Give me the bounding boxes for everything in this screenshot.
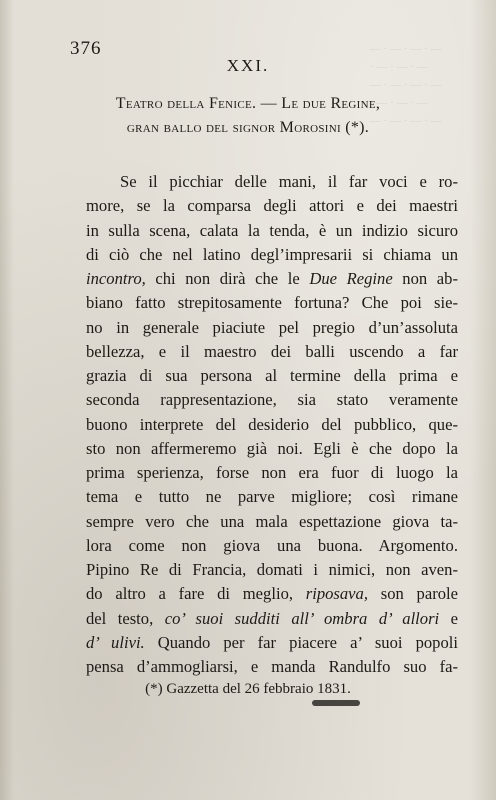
body-line: Se il picchiar delle mani, il far voci e ro- (120, 172, 458, 191)
body-line: lora come non giova una buona. Argomento. (86, 535, 458, 555)
body-line: no in generale piaciute pel pregio d’un’assoluta (86, 317, 458, 337)
body-line: sto non affermeremo già noi. Egli è che dopo la (86, 438, 458, 458)
body-line: tema e tutto ne parve migliore; così rimane (86, 487, 458, 507)
section-heading (0, 92, 496, 140)
italic-title-due-regine: Due Regine (309, 269, 393, 288)
body-line-with-italics: del testo, co’ suoi sudditi all’ ombra d’ allori e (86, 608, 459, 628)
body-line: sempre vero che una mala espettazione giova ta- (86, 511, 458, 531)
body-line-with-italics: do altro a fare di meglio, riposava, son parole (86, 584, 458, 604)
body-line: seconda rappresentazione, sia stato veramente (86, 390, 458, 410)
body-line: grazia di sua persona al termine della prima e (86, 366, 458, 385)
body-line-with-italics: d’ ulivi. Quando per far piacere a’ suoi popoli (86, 632, 458, 652)
body-line: bellezza, e il maestro dei balli uscendo a far (86, 341, 458, 361)
chapter-number: XXI. (226, 56, 270, 75)
body-line: biano fatto strepitosamente fortuna? Che poi sie- (86, 293, 458, 313)
body-line: prima sperienza, forse non era fuor di luogo la (86, 463, 458, 482)
body-line: Pipino Re di Francia, domati i nimici, non aven- (86, 560, 458, 579)
body-line: di ciò che nel latino degl’impresarii si chiama un (86, 244, 458, 264)
body-text (86, 170, 458, 679)
italic-word-incontro: incontro, (86, 269, 146, 288)
body-line: buono interprete del desiderio del pubblico, que- (86, 414, 458, 434)
italic-quote: co’ suoi sudditi all’ ombra d’ allori (164, 608, 440, 628)
body-line: in sulla scena, calata la tenda, è un indizio sicuro (86, 220, 458, 240)
ink-smudge (312, 700, 360, 706)
footnote: (*) Gazzetta del 26 febbraio 1831. (145, 681, 351, 697)
page-number: 376 (70, 38, 102, 59)
body-line-with-italics: incontro, chi non dirà che le Due Regine non ab- (86, 269, 458, 288)
italic-quote-end: d’ ulivi. (86, 632, 145, 652)
heading-line-1: Teatro della Fenice. — Le due Regine, (115, 95, 381, 112)
heading-line-2: gran ballo del signor Morosini (*). (126, 119, 370, 136)
body-line: pensa d’ammogliarsi, e manda Randulfo suo fa- (86, 657, 458, 676)
italic-word-riposava: riposava, (305, 584, 368, 604)
show-through-text: — · — · — · — — · — · — · — · — · — · — — · — · — · — · — · — · — (370, 43, 442, 127)
body-line: more, se la comparsa degli attori e dei maestri (86, 196, 458, 216)
